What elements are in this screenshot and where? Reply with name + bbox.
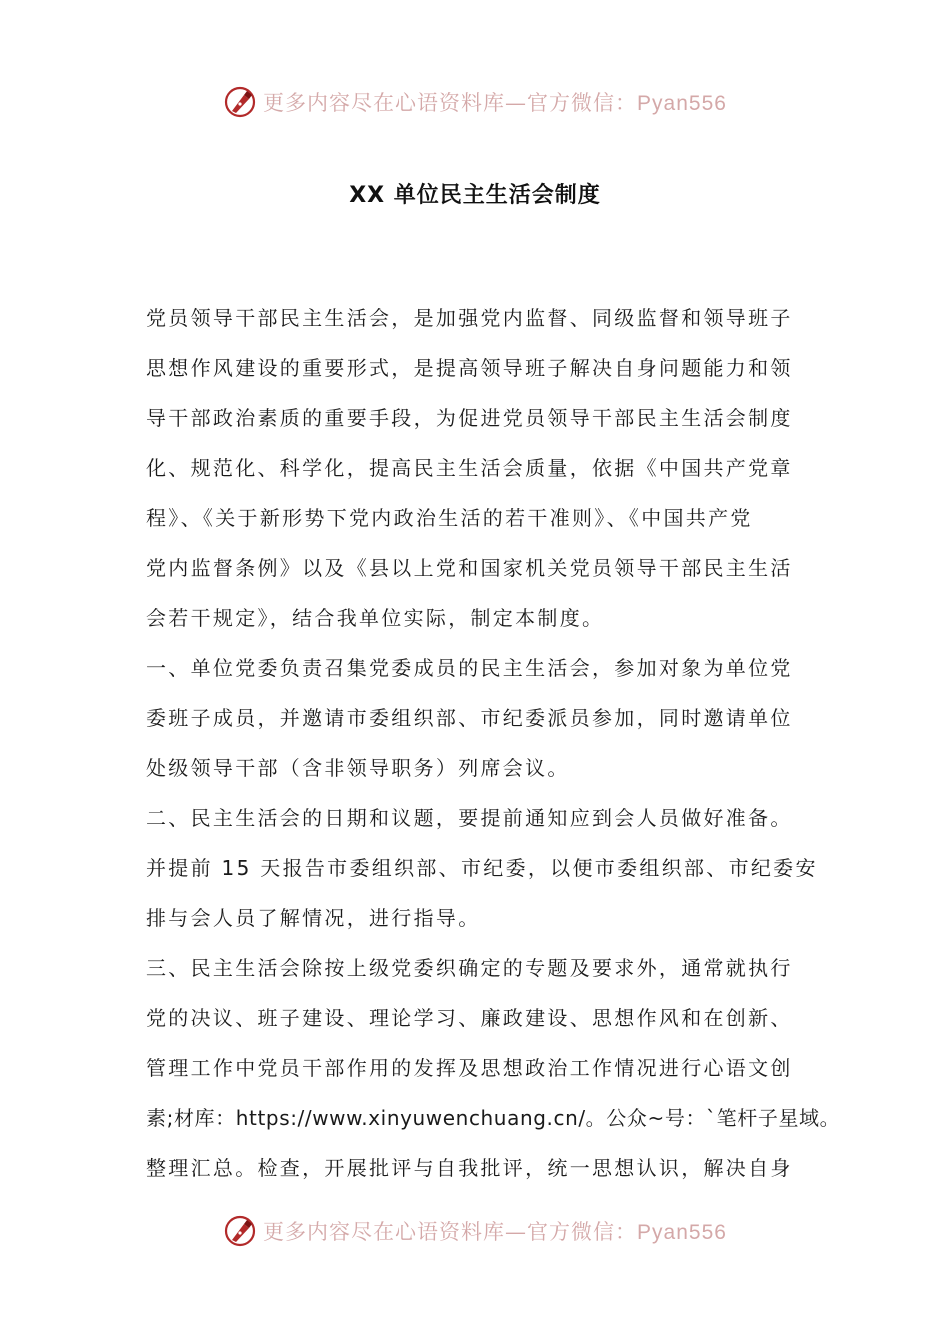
header-watermark <box>0 82 950 122</box>
body-line: 会若干规定》，结合我单位实际，制定本制度。 <box>146 606 605 630</box>
body-line: 党员领导干部民主生活会，是加强党内监督、同级监督和领导班子 <box>146 306 793 330</box>
body-line: 一、单位党委负责召集党委成员的民主生活会，参加对象为单位党 <box>146 656 793 680</box>
watermark-text: 更多内容尽在心语资料库—官方微信：Pyan556 <box>263 91 727 115</box>
body-line: 导干部政治素质的重要手段，为促进党员领导干部民主生活会制度 <box>146 406 793 430</box>
body-line: 委班子成员，并邀请市委组织部、市纪委派员参加，同时邀请单位 <box>146 706 793 730</box>
footer-watermark <box>0 1211 950 1251</box>
body-line: 党的决议、班子建设、理论学习、廉政建设、思想作风和在创新、 <box>146 1006 793 1030</box>
pen-nib-circle-icon <box>223 85 257 119</box>
body-line: 党内监督条例》以及《县以上党和国家机关党员领导干部民主生活 <box>146 556 793 580</box>
document-title: XX 单位民主生活会制度 <box>349 183 601 208</box>
body-line: 并提前 15 天报告市委组织部、市纪委，以便市委组织部、市纪委安 <box>146 856 818 880</box>
body-line: 思想作风建设的重要形式，是提高领导班子解决自身问题能力和领 <box>146 356 793 380</box>
body-line: 处级领导干部（含非领导职务）列席会议。 <box>146 756 570 780</box>
body-line: 管理工作中党员干部作用的发挥及思想政治工作情况进行心语文创 <box>146 1056 793 1080</box>
body-line: 整理汇总。检查，开展批评与自我批评，统一思想认识，解决自身 <box>146 1156 793 1180</box>
body-line[interactable]: 素;材库：https://www.xinyuwenchuang.cn/。公众~号：`笔杆子星域。 <box>146 1106 841 1130</box>
body-line: 三、民主生活会除按上级党委织确定的专题及要求外，通常就执行 <box>146 956 793 980</box>
body-line: 化、规范化、科学化，提高民主生活会质量，依据《中国共产党章 <box>146 456 793 480</box>
watermark-text: 更多内容尽在心语资料库—官方微信：Pyan556 <box>263 1220 727 1244</box>
body-line: 二、民主生活会的日期和议题，要提前通知应到会人员做好准备。 <box>146 806 793 830</box>
body-line: 程》、《关于新形势下党内政治生活的若干准则》、《中国共产党 <box>146 506 753 530</box>
document-body <box>146 296 841 1196</box>
body-line: 排与会人员了解情况，进行指导。 <box>146 906 481 930</box>
pen-nib-circle-icon <box>223 1214 257 1248</box>
